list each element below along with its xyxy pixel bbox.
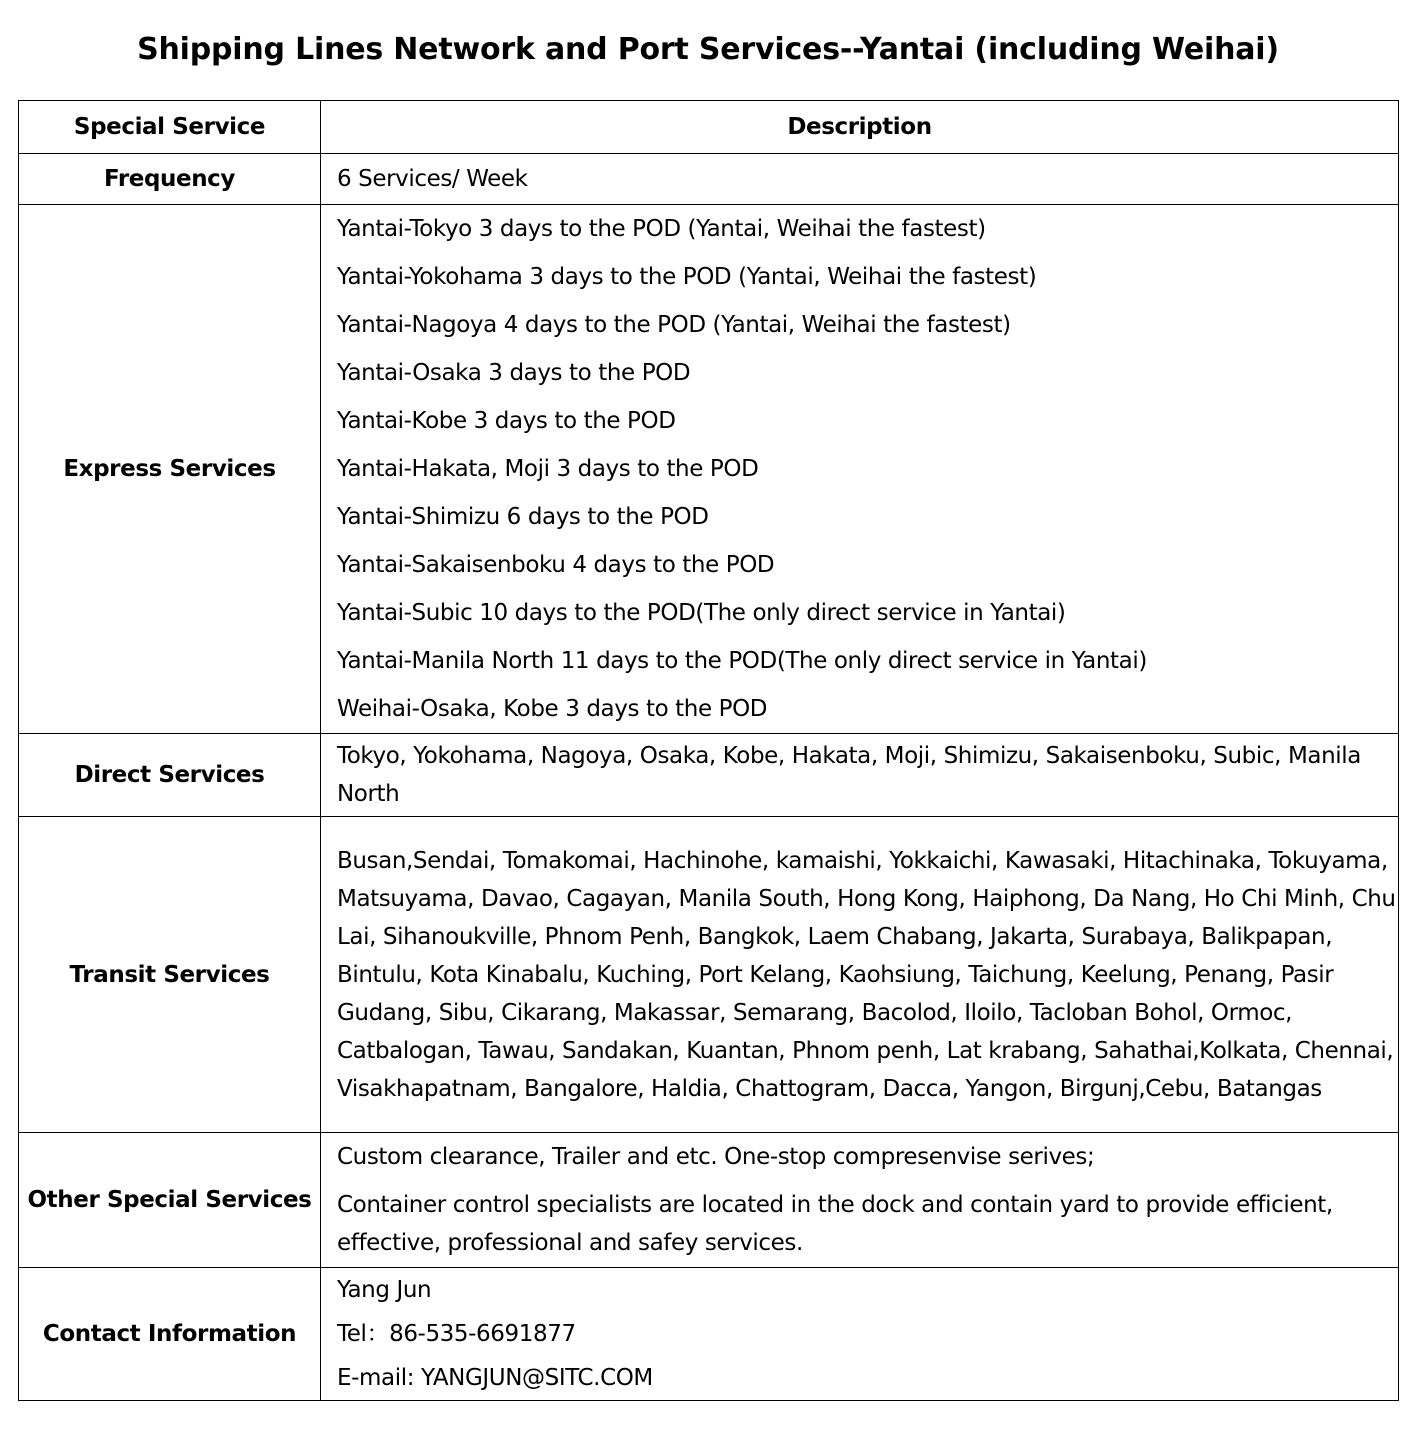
express-route-item: Yantai-Shimizu 6 days to the POD: [337, 504, 709, 530]
frequency-row: [19, 154, 1399, 205]
transit-services-text: Busan,Sendai, Tomakomai, Hachinohe, kamaishi, Yokkaichi, Kawasaki, Hitachinaka, Tokuyama, Matsuyama, Davao, Cagayan, Manila South, Hong Kong, Haiphong, Da Nang, Ho Chi Minh, Chu Lai, Sihanoukville, Phnom Penh, Bangkok, Laem Chabang, Jakarta, Surabaya, Balikpapan, Bintulu, Kota Kinabalu, Kuching, Port Kelang, Kaohsiung, Taichung, Keelung, Penang, Pasir Gudang, Sibu, Cikarang, Makassar, Semarang, Bacolod, Iloilo, Tacloban Bohol, Ormoc, Catbalogan, Tawau, Sandakan, Kuantan, Phnom penh, Lat krabang, Sahathai,Kolkata, Chennai, Visakhapatnam, Bangalore, Haldia, Chattogram, Dacca, Yangon, Birgunj,Cebu, Batangas: [337, 847, 1396, 1102]
transit-services-label: Transit Services: [19, 817, 321, 1133]
express-route-item: Yantai-Sakaisenboku 4 days to the POD: [337, 552, 775, 578]
express-route-item: Yantai-Hakata, Moji 3 days to the POD: [337, 456, 759, 482]
express-route-item: Yantai-Osaka 3 days to the POD: [337, 360, 691, 386]
transit-services-row: [19, 817, 1399, 1133]
express-route-item: Yantai-Subic 10 days to the POD(The only direct service in Yantai): [337, 600, 1066, 626]
express-route-item: Yantai-Manila North 11 days to the POD(The only direct service in Yantai): [337, 648, 1147, 674]
contact-cell: [321, 1268, 1399, 1401]
services-table: [18, 100, 1399, 1401]
express-services-list: [321, 205, 1399, 734]
frequency-label: Frequency: [19, 154, 321, 205]
header-description: Description: [321, 101, 1399, 154]
page-title: Shipping Lines Network and Port Services--Yantai (including Weihai): [137, 32, 1279, 67]
contact-label: Contact Information: [19, 1268, 321, 1401]
contact-name: Yang Jun: [337, 1277, 432, 1303]
express-route-item: Yantai-Nagoya 4 days to the POD (Yantai, Weihai the fastest): [337, 312, 1011, 338]
header-special-service: Special Service: [19, 101, 321, 154]
express-services-row: [19, 205, 1399, 734]
contact-row: [19, 1268, 1399, 1401]
contact-phone: Tel：86-535-6691877: [337, 1321, 576, 1347]
direct-services-text: Tokyo, Yokohama, Nagoya, Osaka, Kobe, Hakata, Moji, Shimizu, Sakaisenboku, Subic, Manila North: [337, 743, 1361, 807]
direct-services-row: [19, 734, 1399, 817]
express-route-item: Yantai-Tokyo 3 days to the POD (Yantai, Weihai the fastest): [337, 216, 986, 242]
other-services-line: Container control specialists are located in the dock and contain yard to provide efficient, effective, professional and safey services.: [337, 1192, 1333, 1256]
express-services-label: Express Services: [19, 205, 321, 734]
other-services-row: [19, 1133, 1399, 1268]
table-header-row: [19, 101, 1399, 154]
direct-services-cell: [321, 734, 1399, 817]
other-services-line: Custom clearance, Trailer and etc. One-stop compresenvise serives;: [337, 1144, 1095, 1170]
other-services-cell: [321, 1133, 1399, 1268]
direct-services-label: Direct Services: [19, 734, 321, 817]
express-route-item: Yantai-Yokohama 3 days to the POD (Yantai, Weihai the fastest): [337, 264, 1037, 290]
frequency-value: 6 Services/ Week: [321, 154, 1399, 205]
transit-services-cell: [321, 817, 1399, 1133]
express-route-item: Weihai-Osaka, Kobe 3 days to the POD: [337, 696, 768, 722]
express-route-item: Yantai-Kobe 3 days to the POD: [337, 408, 676, 434]
contact-email: E-mail: YANGJUN@SITC.COM: [337, 1365, 653, 1391]
other-services-label: Other Special Services: [19, 1133, 321, 1268]
